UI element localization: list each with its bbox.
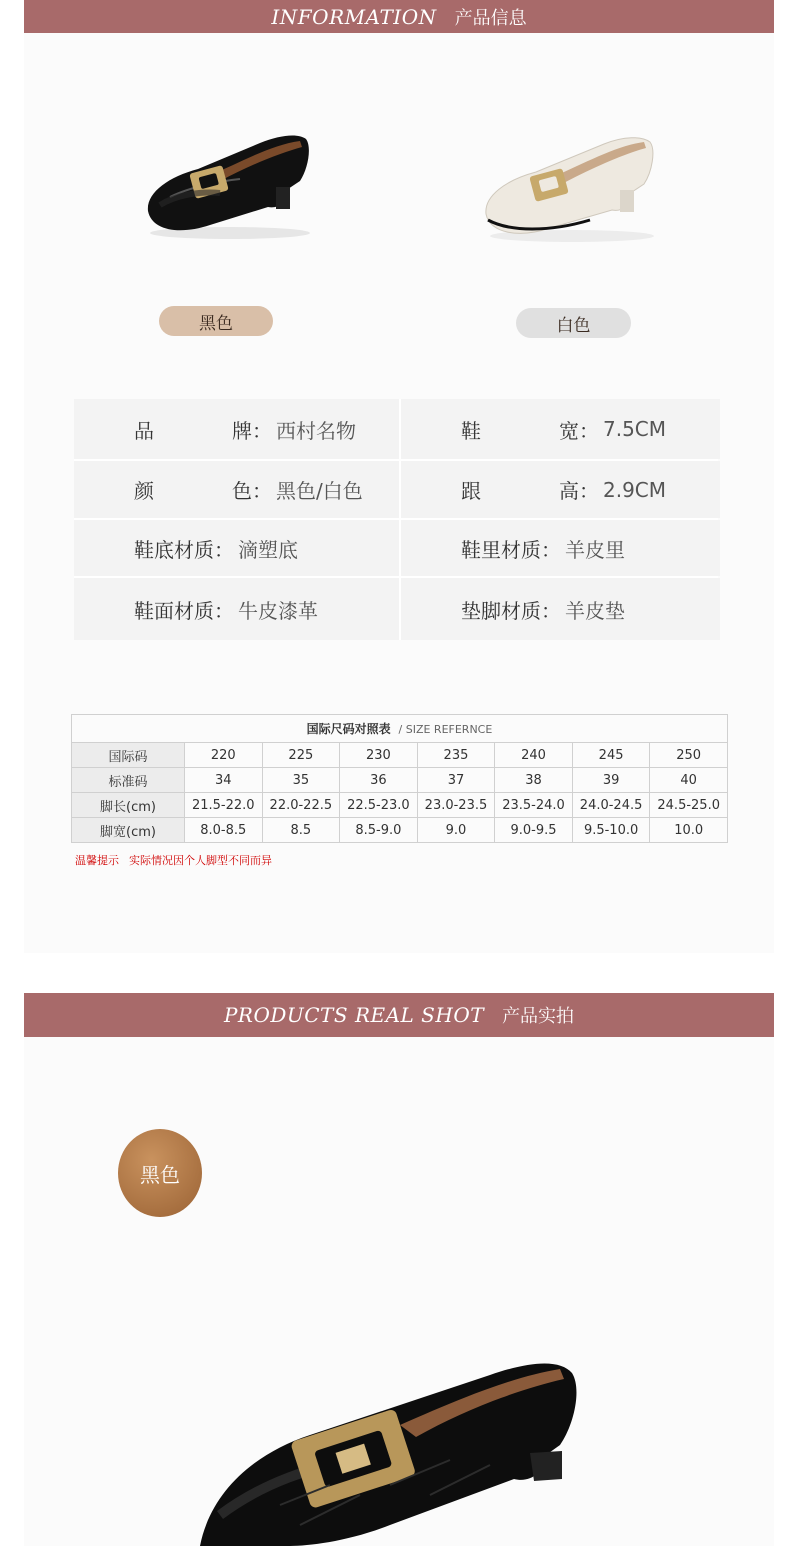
size-table-row (72, 743, 728, 768)
black-loafer-closeup-image (190, 1355, 590, 1546)
real-shot-banner (24, 993, 774, 1037)
size-table-cell: 23.5-24.0 (495, 793, 573, 818)
size-note (75, 852, 272, 868)
spec-label-char: 跟 (461, 479, 481, 503)
size-table-cell: 220 (185, 743, 263, 768)
spec-label-char: 牌 (232, 418, 252, 443)
size-table-cell: 235 (417, 743, 495, 768)
spec-label: 垫脚材质 (461, 598, 541, 623)
real-shot-banner-en: PRODUCTS REAL SHOT (223, 1003, 485, 1027)
spec-upper-material: 鞋面材质 ： 牛皮漆革 (74, 578, 399, 640)
size-table-cell: 21.5-22.0 (185, 793, 263, 818)
size-table-cell: 9.0 (417, 818, 495, 843)
black-loafer-image (140, 125, 320, 245)
spec-label: 鞋里材质 (461, 537, 541, 562)
spec-label-char: 品 (134, 418, 154, 443)
size-table-cell: 245 (572, 743, 650, 768)
size-table-row-header: 脚宽(cm) (72, 818, 185, 843)
spec-value: 西村名物 (276, 418, 356, 443)
size-table-cell: 8.5 (262, 818, 340, 843)
size-table-row (72, 818, 728, 843)
size-table-row-header: 国际码 (72, 743, 185, 768)
size-table-cell: 24.5-25.0 (650, 793, 728, 818)
size-table-row-header: 标准码 (72, 768, 185, 793)
spec-label-char: 宽 (559, 418, 579, 443)
size-note-tip: 温馨提示 (75, 854, 119, 867)
spec-label-char: 高 (559, 479, 579, 503)
size-table-cell: 8.5-9.0 (340, 818, 418, 843)
size-table-cell: 37 (417, 768, 495, 793)
spec-label-char: 鞋 (461, 418, 481, 443)
spec-label-char: 色 (232, 479, 252, 503)
spec-value: 羊皮垫 (565, 598, 625, 623)
size-table-cell: 250 (650, 743, 728, 768)
spec-value: 7.5CM (603, 417, 667, 441)
white-loafer-image (480, 128, 665, 248)
spec-insole-material: 垫脚材质 ： 羊皮垫 (401, 578, 720, 640)
size-table-cell: 22.0-22.5 (262, 793, 340, 818)
information-banner-en: INFORMATION (271, 4, 437, 29)
shot-color-label: 黑色 (140, 1162, 180, 1187)
variant-pill-black[interactable]: 黑色 (159, 306, 273, 336)
size-table-title-row (72, 715, 728, 743)
spec-sole-material: 鞋底材质 ： 滴塑底 (74, 520, 399, 576)
spec-value: 滴塑底 (238, 537, 298, 562)
size-table-row (72, 768, 728, 793)
spec-label: 鞋底材质 (134, 537, 214, 562)
information-banner (24, 0, 774, 33)
size-table-cell: 39 (572, 768, 650, 793)
size-table-cell: 8.0-8.5 (185, 818, 263, 843)
spec-value: 2.9CM (603, 477, 667, 502)
size-table (71, 714, 728, 843)
size-table-cell: 40 (650, 768, 728, 793)
size-table-row-header: 脚长(cm) (72, 793, 185, 818)
spec-heel-height: 跟 高 ： 2.9CM (401, 461, 720, 518)
size-table-title: 国际尺码对照表 (306, 722, 391, 736)
spec-color: 颜 色 ： 黑色/白色 (74, 461, 399, 518)
information-banner-cn: 产品信息 (454, 7, 527, 29)
spec-label: 鞋面材质 (134, 598, 214, 623)
spec-width: 鞋 宽 ： 7.5CM (401, 399, 720, 459)
real-shot-banner-cn: 产品实拍 (502, 1006, 575, 1027)
spec-value: 牛皮漆革 (238, 598, 318, 623)
shot-color-swatch (118, 1129, 202, 1217)
size-table-row (72, 793, 728, 818)
spec-brand: 品 牌 ： 西村名物 (74, 399, 399, 459)
size-table-cell: 240 (495, 743, 573, 768)
size-table-cell: 230 (340, 743, 418, 768)
size-table-cell: 22.5-23.0 (340, 793, 418, 818)
size-table-cell: 24.0-24.5 (572, 793, 650, 818)
size-note-text: 实际情况因个人脚型不同而异 (129, 854, 272, 867)
size-table-cell: 225 (262, 743, 340, 768)
size-table-cell: 34 (185, 768, 263, 793)
spec-value: 羊皮里 (565, 537, 625, 562)
size-table-cell: 10.0 (650, 818, 728, 843)
spec-grid (74, 399, 718, 640)
variant-pill-white[interactable]: 白色 (516, 308, 631, 338)
size-table-subtitle: / SIZE REFERNCE (398, 723, 493, 736)
spec-lining-material: 鞋里材质 ： 羊皮里 (401, 520, 720, 576)
size-table-cell: 35 (262, 768, 340, 793)
size-table-cell: 23.0-23.5 (417, 793, 495, 818)
size-table-cell: 38 (495, 768, 573, 793)
size-table-cell: 36 (340, 768, 418, 793)
spec-label-char: 颜 (134, 479, 154, 503)
spec-value: 黑色/白色 (276, 479, 363, 503)
size-table-cell: 9.0-9.5 (495, 818, 573, 843)
size-table-cell: 9.5-10.0 (572, 818, 650, 843)
